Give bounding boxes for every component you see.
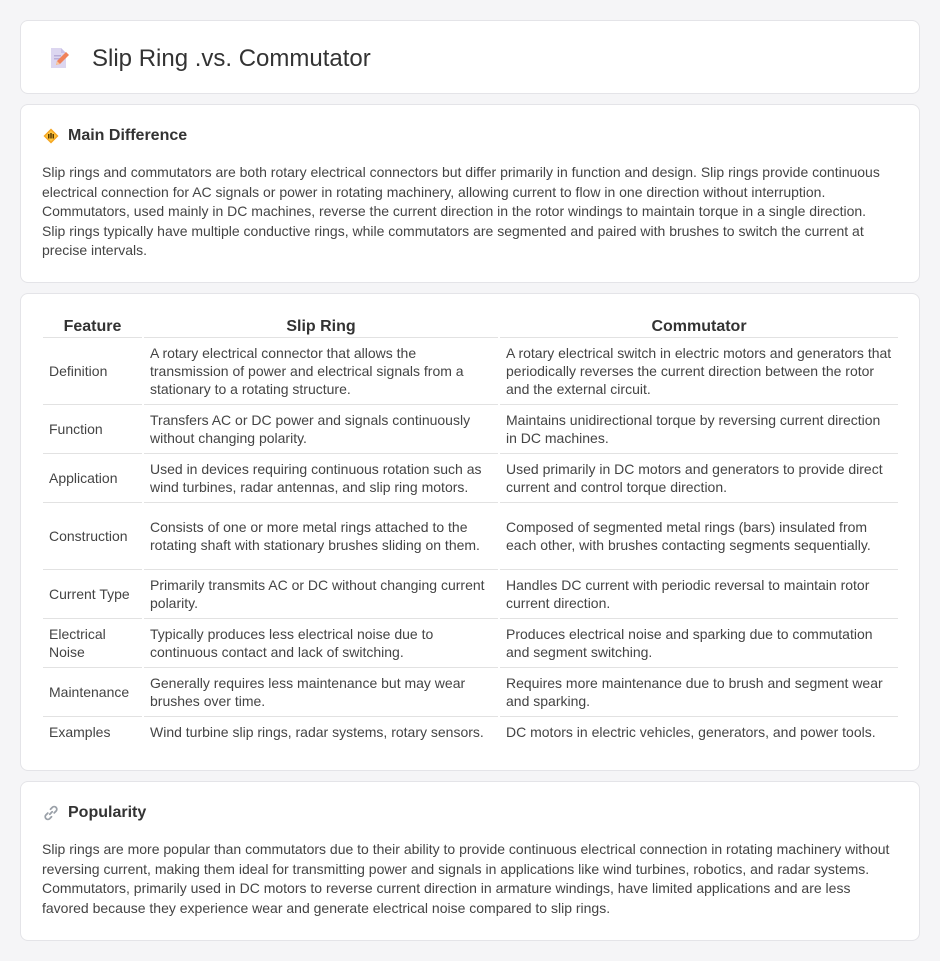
feature-cell: Electrical Noise	[43, 619, 143, 668]
slip-ring-cell: Consists of one or more metal rings attached to the rotating shaft with stationary brushes sliding on them.	[143, 503, 499, 570]
edit-document-icon	[47, 46, 71, 70]
feature-cell: Maintenance	[43, 668, 143, 717]
slip-ring-cell: Typically produces less electrical noise due to continuous contact and lack of switching.	[143, 619, 499, 668]
table-row	[43, 717, 898, 748]
commutator-cell: Composed of segmented metal rings (bars) insulated from each other, with brushes contacting segments sequentially.	[499, 503, 898, 570]
slip-ring-cell: A rotary electrical connector that allows the transmission of power and electrical signals from a stationary to a rotating structure.	[143, 338, 499, 405]
commutator-cell: Maintains unidirectional torque by reversing current direction in DC machines.	[499, 405, 898, 454]
page-title: Slip Ring .vs. Commutator	[92, 45, 371, 72]
commutator-cell: Produces electrical noise and sparking due to commutation and segment switching.	[499, 619, 898, 668]
feature-cell: Current Type	[43, 570, 143, 619]
slip-ring-cell: Primarily transmits AC or DC without changing current polarity.	[143, 570, 499, 619]
commutator-cell: Handles DC current with periodic reversal to maintain rotor current direction.	[499, 570, 898, 619]
link-icon	[43, 805, 59, 821]
slip-ring-cell: Transfers AC or DC power and signals continuously without changing polarity.	[143, 405, 499, 454]
commutator-cell: Requires more maintenance due to brush and segment wear and sparking.	[499, 668, 898, 717]
popularity-section	[20, 781, 920, 941]
table-row	[43, 454, 898, 503]
commutator-cell: A rotary electrical switch in electric motors and generators that periodically reverses the current direction between the rotor and the external circuit.	[499, 338, 898, 405]
popularity-text: Slip rings are more popular than commutators due to their ability to provide continuous electrical connection in rotating machinery without reversing current, making them ideal for transmitting power and signals in applications like wind turbines, robotics, and radar systems. Commutators, primarily used in DC motors to reverse current direction in armature windings, have limited applications and are less favored because they experience wear and generate electrical noise compared to slip rings.	[42, 841, 890, 916]
warning-sign-icon	[43, 128, 59, 144]
feature-cell: Application	[43, 454, 143, 503]
comparison-table	[43, 316, 898, 748]
commutator-cell: DC motors in electric vehicles, generators, and power tools.	[499, 717, 898, 748]
feature-cell: Definition	[43, 338, 143, 405]
main-difference-heading: Main Difference	[68, 127, 188, 144]
header-feature: Feature	[43, 316, 143, 338]
main-difference-section	[20, 104, 920, 283]
slip-ring-cell: Generally requires less maintenance but may wear brushes over time.	[143, 668, 499, 717]
table-row	[43, 338, 898, 405]
commutator-cell: Used primarily in DC motors and generators to provide direct current and control torque direction.	[499, 454, 898, 503]
table-row	[43, 503, 898, 570]
header-card	[20, 20, 920, 94]
slip-ring-cell: Wind turbine slip rings, radar systems, rotary sensors.	[143, 717, 499, 748]
table-row	[43, 619, 898, 668]
feature-cell: Construction	[43, 503, 143, 570]
slip-ring-cell: Used in devices requiring continuous rotation such as wind turbines, radar antennas, and slip ring motors.	[143, 454, 499, 503]
feature-cell: Function	[43, 405, 143, 454]
feature-cell: Examples	[49, 724, 111, 741]
header-slip-ring: Slip Ring	[143, 316, 499, 338]
table-header-row	[43, 316, 898, 338]
main-difference-text: Slip rings and commutators are both rotary electrical connectors but differ primarily in function and design. Slip rings provide continuous electrical connection for AC signals or power in rotating machinery, allowing current to flow in one direction without interruption. Commutators, used mainly in DC machines, reverse the current direction in the rotor windings to maintain torque in a single direction. Slip rings typically have multiple conductive rings, while commutators are segmented and paired with brushes to switch the current at precise intervals.	[42, 164, 880, 259]
table-row	[43, 570, 898, 619]
header-commutator: Commutator	[499, 316, 898, 338]
table-row	[43, 405, 898, 454]
popularity-heading: Popularity	[68, 804, 147, 821]
table-row	[43, 668, 898, 717]
comparison-section	[20, 293, 920, 771]
